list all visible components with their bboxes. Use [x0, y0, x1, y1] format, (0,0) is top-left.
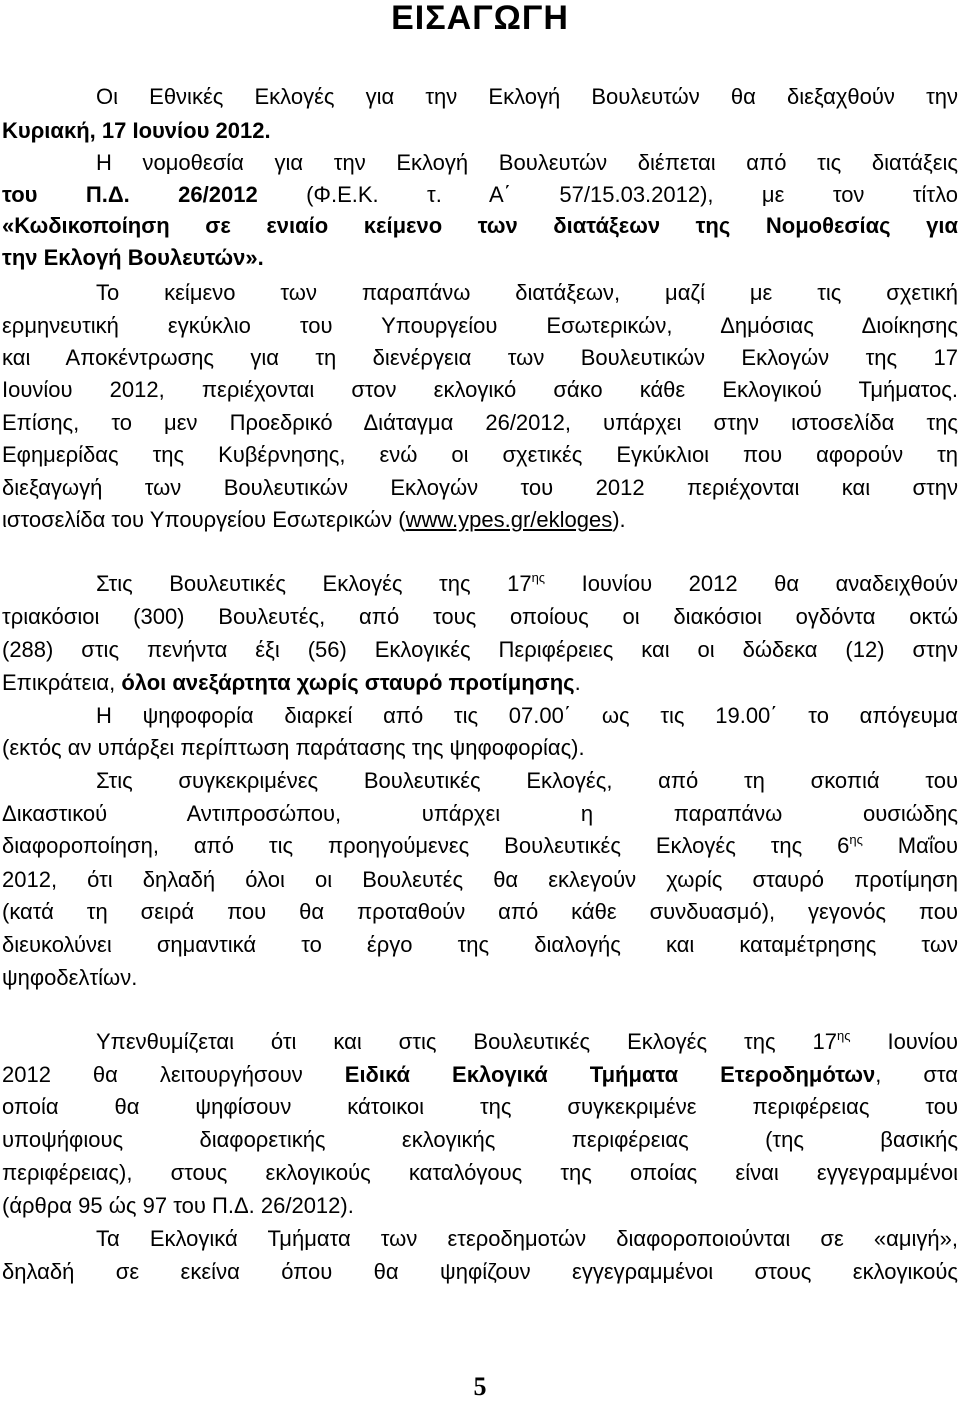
text-span: Μαΐου [862, 833, 959, 858]
text-line: Οι Εθνικές Εκλογές για την Εκλογή Βουλευτών θα διεξαχθούν την [96, 84, 958, 109]
text-line [2, 181, 958, 208]
text-span: Επικράτεια, [2, 670, 122, 695]
law-reference: του Π.Δ. 26/2012 [2, 182, 258, 207]
text-line: ερμηνευτική εγκύκλιο του Υπουργείου Εσωτερικών, Δημόσιας Διοίκησης [2, 313, 958, 338]
text-span: 2012 θα λειτουργήσουν [2, 1062, 345, 1087]
text-line: Το κείμενο των παραπάνω διατάξεων, μαζί με τις σχετική [96, 280, 958, 305]
text-line: Τα Εκλογικά Τμήματα των ετεροδημοτών διαφοροποιούνται σε «αμιγή», [96, 1226, 958, 1251]
text-line: Δικαστικού Αντιπροσώπου, υπάρχει η παραπάνω ουσιώδης [2, 801, 958, 826]
text-span: ιστοσελίδα του Υπουργείου Εσωτερικών ( [2, 507, 406, 532]
text-span: Ιουνίου [850, 1029, 958, 1054]
text-line: διευκολύνει σημαντικά το έργο της διαλογής και καταμέτρησης των [2, 932, 958, 957]
text-line: την Εκλογή Βουλευτών». [2, 245, 264, 270]
text-line [2, 832, 958, 859]
text-line: (άρθρα 95 ώς 97 του Π.Δ. 26/2012). [2, 1193, 354, 1218]
ordinal-suffix: ης [531, 570, 546, 585]
text-span: Στις Βουλευτικές Εκλογές της 17 [96, 571, 532, 596]
ordinal-suffix: ης [849, 832, 863, 847]
text-line: Η ψηφοφορία διαρκεί από τις 07.00΄ ως τις 19.00΄ το απόγευμα [96, 703, 958, 728]
page-title: ΕΙΣΑΓΩΓΗ [391, 0, 569, 37]
emphasis-text: Ειδικά Εκλογικά Τμήματα Ετεροδημότων [344, 1062, 876, 1087]
text-line [2, 506, 958, 533]
text-line [96, 1028, 958, 1055]
emphasis-text: όλοι ανεξάρτητα χωρίς σταυρό προτίμησης [121, 670, 575, 695]
ordinal-suffix: ης [837, 1028, 851, 1043]
text-line [2, 669, 958, 696]
text-line: Στις συγκεκριμένες Βουλευτικές Εκλογές, από τη σκοπιά του [96, 768, 958, 793]
text-line: περιφέρειας), στους εκλογικούς καταλόγους της οποίας είναι εγγεγραμμένοι [2, 1160, 958, 1185]
text-span: Ιουνίου 2012 θα αναδειχθούν [545, 571, 958, 596]
text-line: 2012, ότι δηλαδή όλοι οι Βουλευτές θα εκλεγούν χωρίς σταυρό προτίμηση [2, 867, 958, 892]
text-line: Ιουνίου 2012, περιέχονται στον εκλογικό σάκο κάθε Εκλογικού Τμήματος. [2, 377, 958, 402]
text-line: ψηφοδελτίων. [2, 965, 138, 990]
text-line: Επίσης, το μεν Προεδρικό Διάταγμα 26/2012, υπάρχει στην ιστοσελίδα της [2, 410, 958, 435]
text-line: οποία θα ψηφίσουν κάτοικοι της συγκεκριμένε περιφέρειας του [2, 1094, 958, 1119]
text-span: Υπενθυμίζεται ότι και στις Βουλευτικές Εκλογές της 17 [96, 1029, 837, 1054]
text-line: υποψήφιους διαφορετικής εκλογικής περιφέρειας (της βασικής [2, 1127, 958, 1152]
website-link[interactable]: www.ypes.gr/ekloges [405, 507, 613, 532]
text-line: Η νομοθεσία για την Εκλογή Βουλευτών διέπεται από τις διατάξεις [96, 150, 958, 175]
text-line: (κατά τη σειρά που θα προταθούν από κάθε συνδυασμό), γεγονός που [2, 899, 958, 924]
page-number: 5 [473, 1372, 487, 1401]
text-line: δηλαδή σε εκείνα όπου θα ψηφίζουν εγγεγραμμένοι στους εκλογικούς [2, 1259, 958, 1284]
text-line [2, 1061, 958, 1088]
text-span: διαφοροποίηση, από τις προηγούμενες Βουλευτικές Εκλογές της 6 [2, 833, 850, 858]
text-span: ). [612, 507, 626, 532]
text-span: (Φ.Ε.Κ. τ. Α΄ 57/15.03.2012), με τον τίτλο [257, 182, 958, 207]
text-line: «Κωδικοποίηση σε ενιαίο κείμενο των διατάξεων της Νομοθεσίας για [2, 213, 958, 238]
text-span: . [574, 670, 581, 695]
text-line: και Αποκέντρωσης για τη διενέργεια των Βουλευτικών Εκλογών της 17 [2, 345, 958, 370]
text-line: διεξαγωγή των Βουλευτικών Εκλογών του 2012 περιέχονται και στην [2, 475, 958, 500]
text-line: (εκτός αν υπάρξει περίπτωση παράτασης της ψηφοφορίας). [2, 735, 585, 760]
text-line: (288) στις πενήντα έξι (56) Εκλογικές Περιφέρειες και οι δώδεκα (12) στην [2, 637, 958, 662]
text-line [96, 570, 958, 597]
text-span: , στα [875, 1062, 959, 1087]
text-line: Κυριακή, 17 Ιουνίου 2012. [2, 118, 271, 143]
text-line: τριακόσιοι (300) Βουλευτές, από τους οποίους οι διακόσιοι ογδόντα οκτώ [2, 604, 958, 629]
text-line: Εφημερίδας της Κυβέρνησης, ενώ οι σχετικές Εγκύκλιοι που αφορούν τη [2, 442, 958, 467]
